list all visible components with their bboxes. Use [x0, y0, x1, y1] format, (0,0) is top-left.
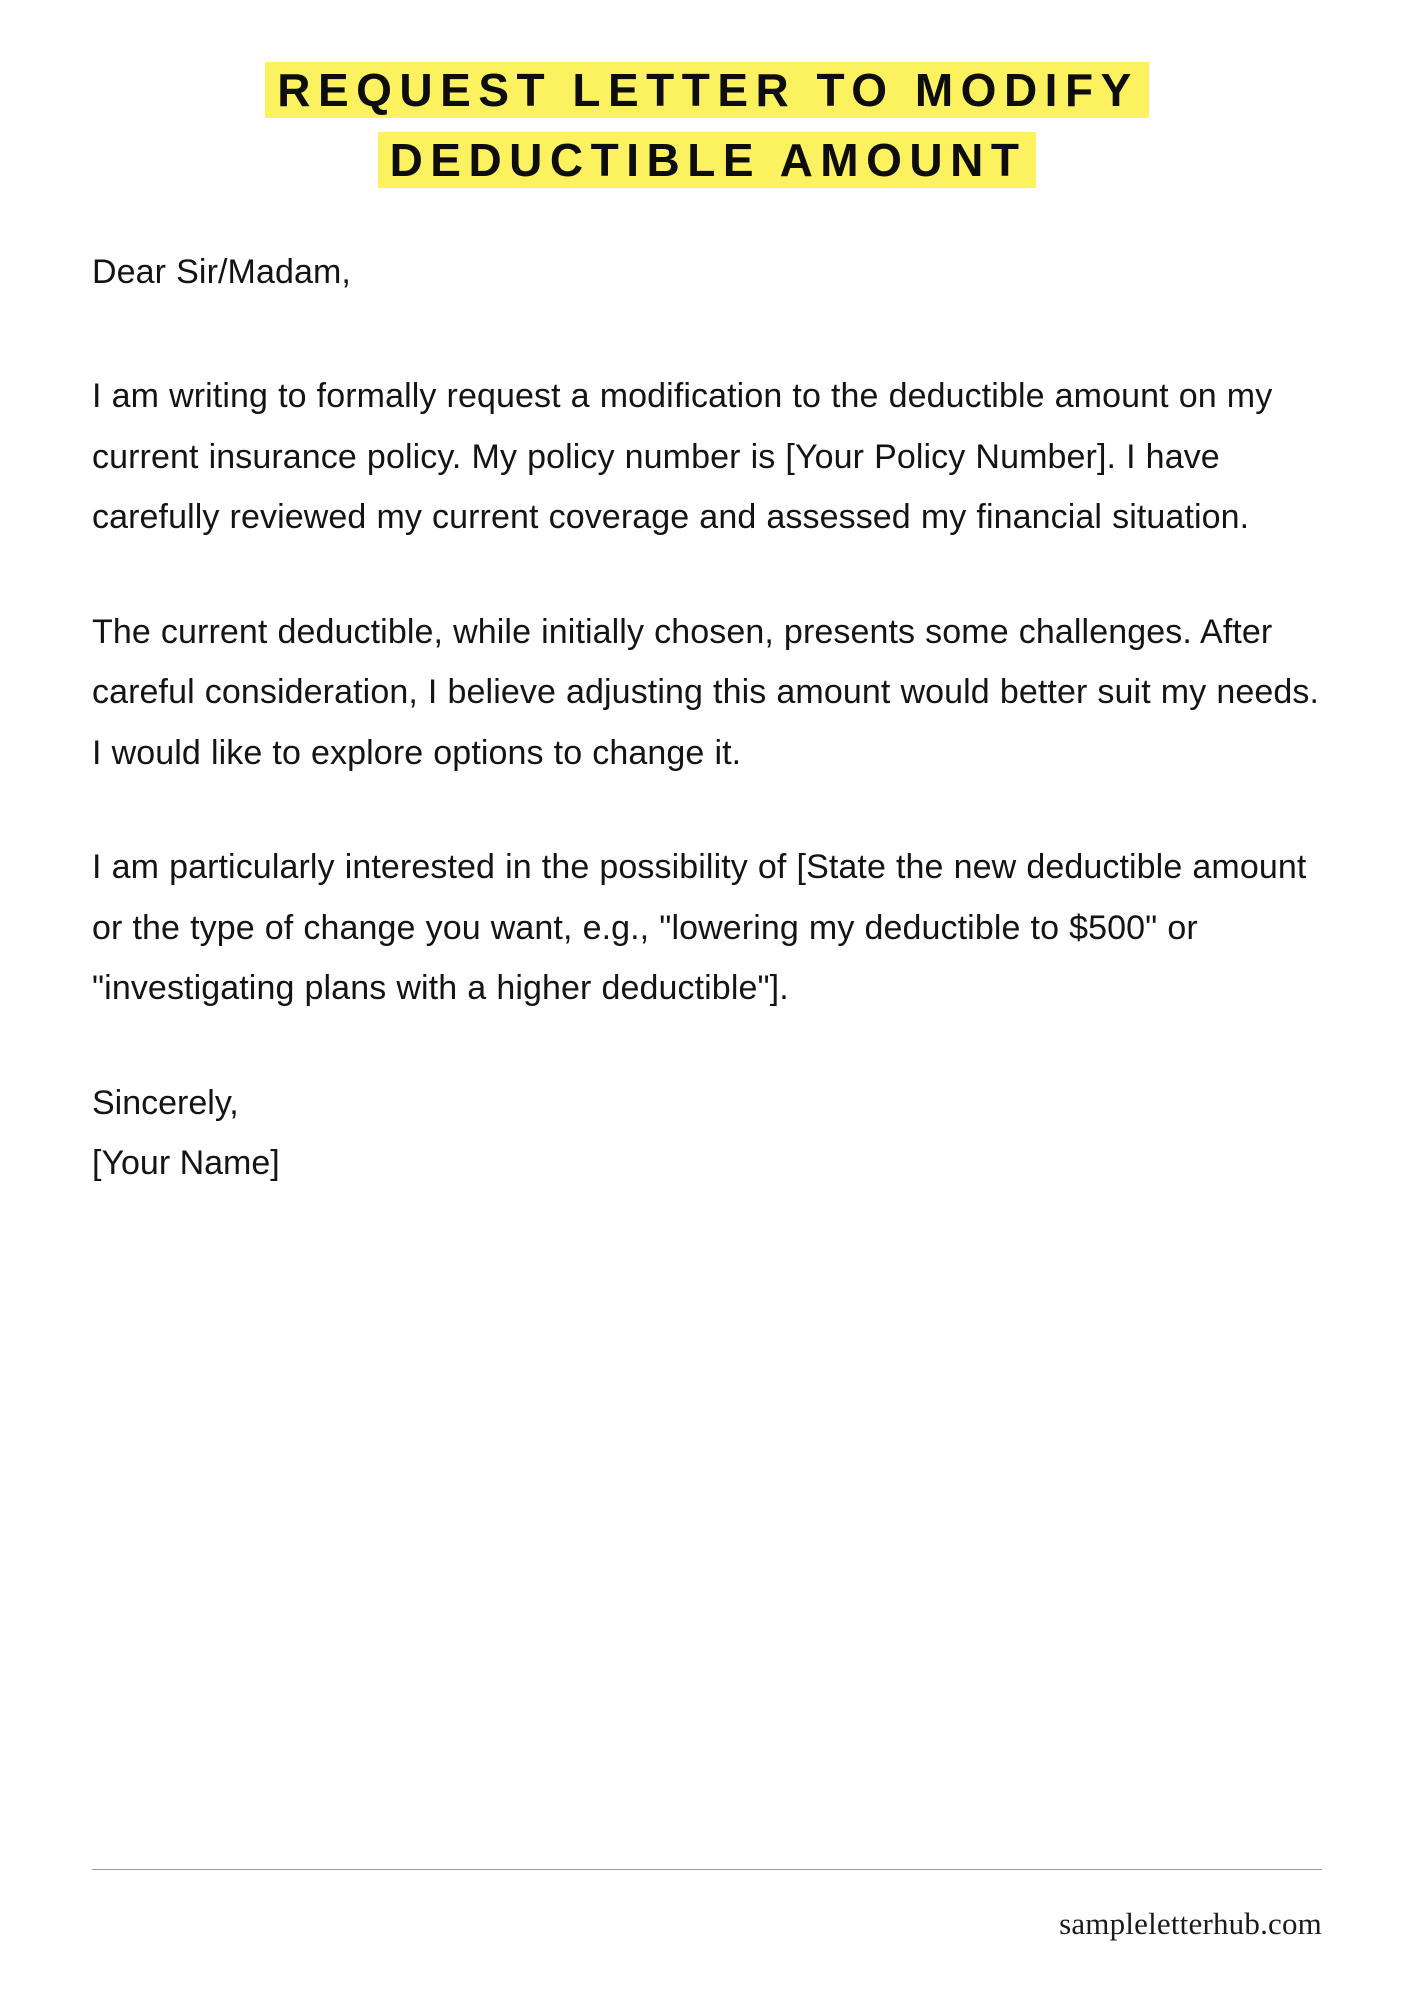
title-line-1-text: REQUEST LETTER TO MODIFY [265, 62, 1149, 118]
paragraph-1: I am writing to formally request a modification to the deductible amount on my current insurance policy. My policy number is [Your Policy Number]. I have carefully reviewed my current coverage and assessed my financial situation. [92, 377, 1273, 537]
paragraph-3: I am particularly interested in the possibility of [State the new deductible amount or the type of change you want, e.g., "lowering my deductible to $500" or "investigating plans with a higher deductible"]. [92, 848, 1307, 1008]
salutation: Dear Sir/Madam, [92, 252, 351, 291]
closing-line: Sincerely, [92, 1083, 239, 1122]
paragraph-2: The current deductible, while initially chosen, presents some challenges. After careful consideration, I believe adjusting this amount would better suit my needs. I would like to explore options to change it. [92, 612, 1320, 772]
title-line-2-text: DEDUCTIBLE AMOUNT [378, 132, 1037, 188]
footer-divider [92, 1869, 1322, 1870]
page-footer [92, 1869, 1322, 1942]
title-line-1 [0, 56, 1414, 126]
signature-line: [Your Name] [92, 1144, 280, 1183]
footer-site-label: sampleletterhub.com [1059, 1906, 1322, 1941]
title-line-2 [0, 126, 1414, 196]
document-title [0, 0, 1414, 196]
letter-body [0, 196, 1414, 1194]
